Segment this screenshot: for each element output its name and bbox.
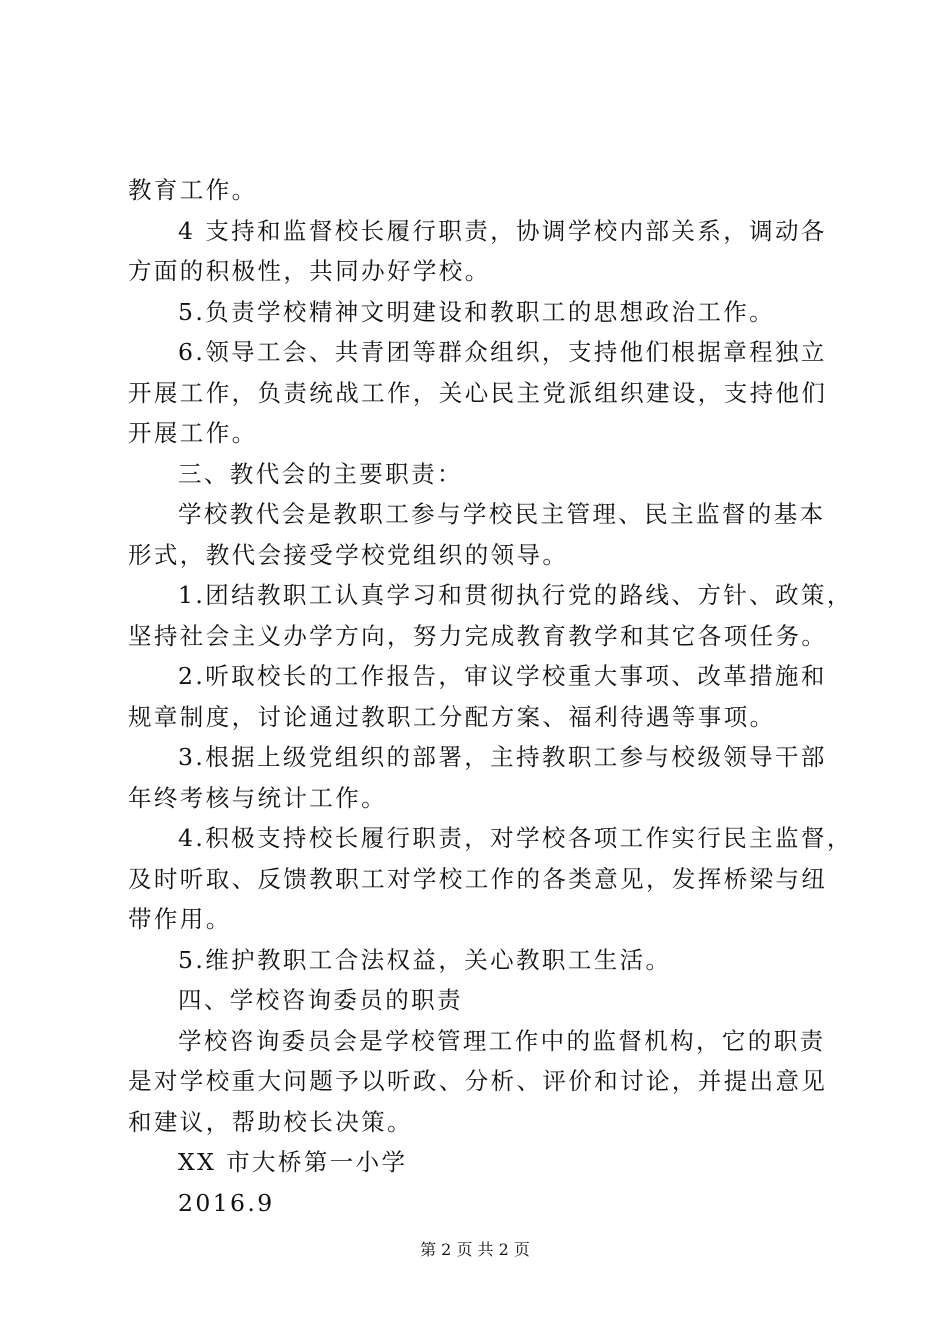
- page-number-footer: 第 2 页 共 2 页: [420, 1240, 530, 1259]
- text-line: 2.听取校长的工作报告，审议学校重大事项、改革措施和: [178, 662, 827, 690]
- text-line: 3.根据上级党组织的部署，主持教职工参与校级领导干部: [178, 743, 827, 771]
- text-line: 1.团结教职工认真学习和贯彻执行党的路线、方针、政策，: [178, 581, 853, 609]
- text-line: 4.积极支持校长履行职责，对学校各项工作实行民主监督，: [178, 824, 853, 852]
- text-line: 5.负责学校精神文明建设和教职工的思想政治工作。: [178, 297, 776, 326]
- text-line: 带作用。: [128, 905, 232, 933]
- text-line: 年终考核与统计工作。: [128, 783, 387, 812]
- text-line: 5.维护教职工合法权益，关心教职工生活。: [178, 945, 672, 974]
- text-line: 规章制度，讨论通过教职工分配方案、福利待遇等事项。: [128, 702, 776, 731]
- text-line: 开展工作，负责统战工作，关心民主党派组织建设，支持他们: [128, 378, 828, 407]
- section-heading: 四、学校咨询委员的职责: [178, 986, 463, 1014]
- section-heading: 三、教代会的主要职责：: [178, 459, 463, 488]
- text-line: 学校咨询委员会是学校管理工作中的监督机构，它的职责: [178, 1026, 826, 1055]
- text-line: 和建议，帮助校长决策。: [128, 1107, 413, 1136]
- text-line: 6.领导工会、共青团等群众组织，支持他们根据章程独立: [178, 338, 827, 366]
- text-line: 方面的积极性，共同办好学校。: [128, 257, 491, 285]
- text-line: 开展工作。: [128, 419, 258, 447]
- signature-organization: XX 市大桥第一小学: [178, 1148, 408, 1176]
- text-line: 教育工作。: [128, 176, 258, 204]
- text-line: 坚持社会主义办学方向，努力完成教育教学和其它各项任务。: [128, 621, 828, 650]
- text-line: 是对学校重大问题予以听政、分析、评价和讨论，并提出意见: [128, 1067, 828, 1095]
- text-line: 学校教代会是教职工参与学校民主管理、民主监督的基本: [178, 500, 826, 528]
- text-line: 形式，教代会接受学校党组织的领导。: [128, 540, 569, 569]
- document-body: [128, 170, 853, 1223]
- text-line: 及时听取、反馈教职工对学校工作的各类意见，发挥桥梁与纽: [128, 864, 828, 893]
- signature-date: 2016.9: [178, 1188, 275, 1217]
- text-line: 4 支持和监督校长履行职责，协调学校内部关系，调动各: [178, 216, 827, 245]
